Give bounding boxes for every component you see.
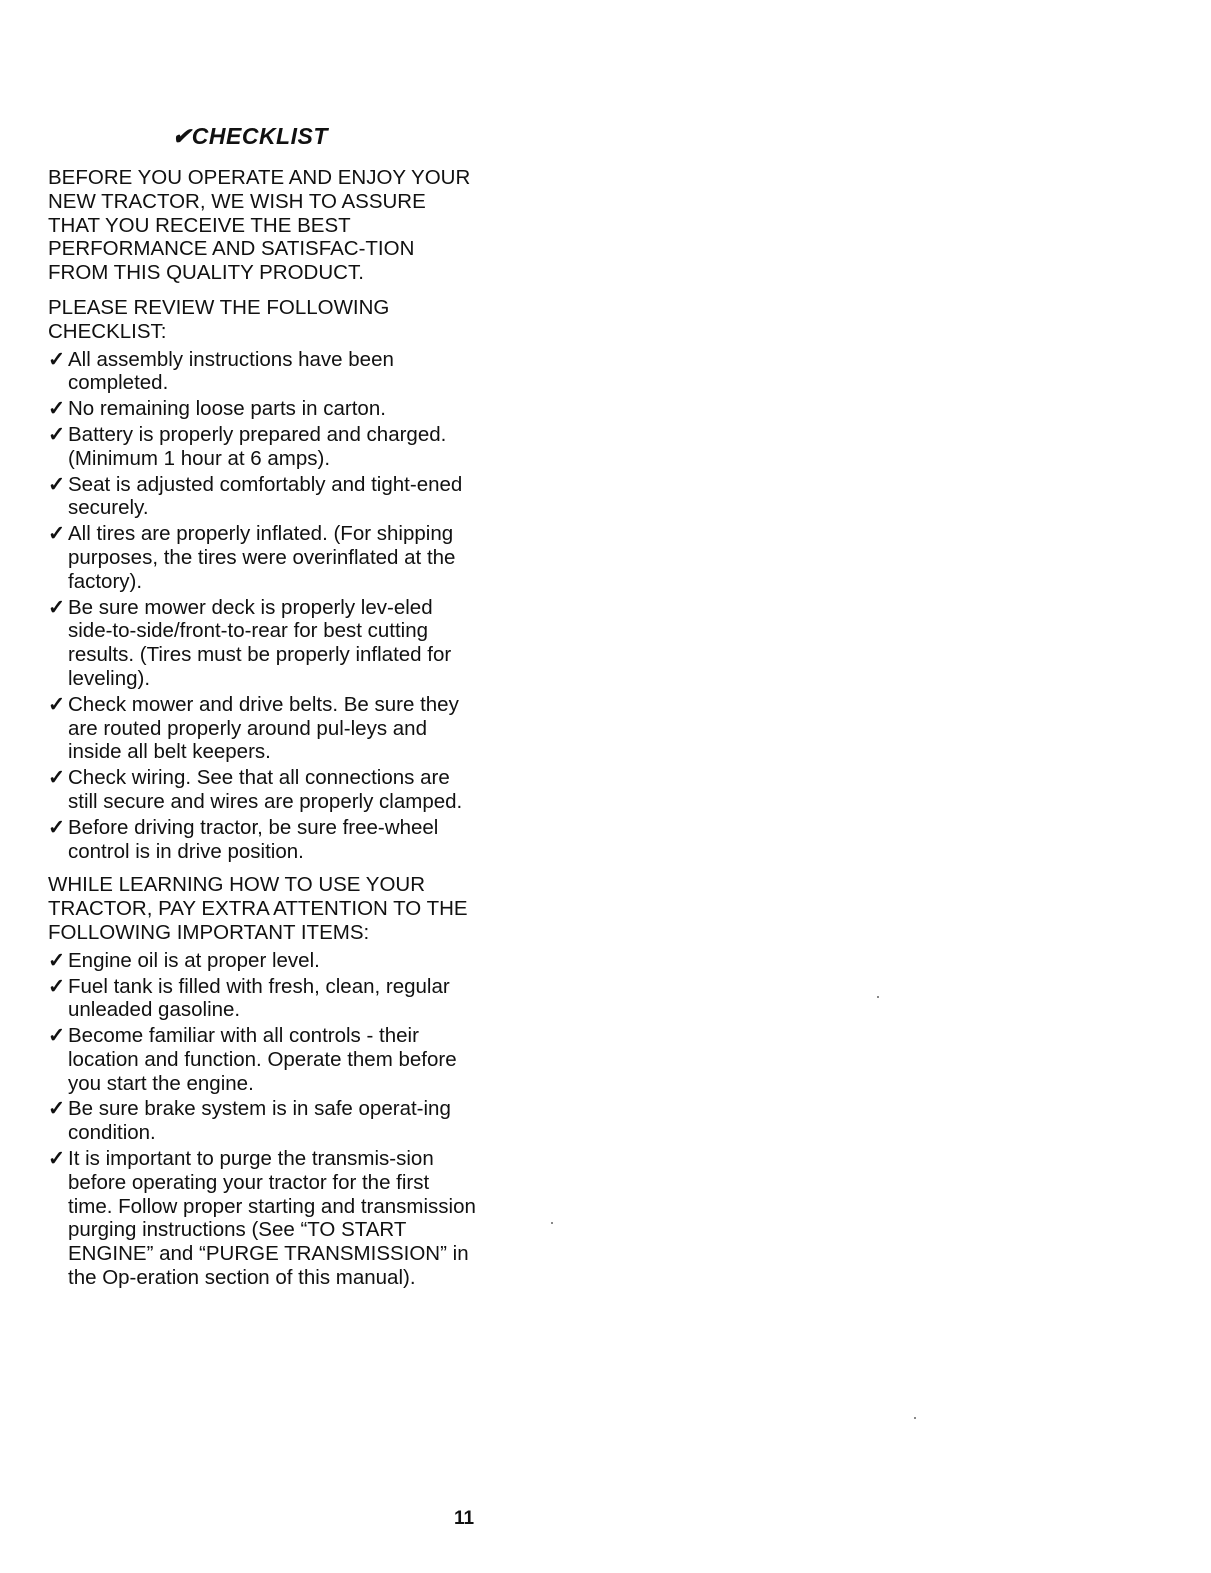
checklist-item-text: All assembly instructions have been completed. xyxy=(68,347,394,395)
checklist-item xyxy=(48,1024,478,1095)
checklist-item xyxy=(48,816,478,864)
check-mark-icon: ✓ xyxy=(48,948,66,972)
check-mark-icon: ✓ xyxy=(48,766,66,790)
check-mark-icon: ✓ xyxy=(48,522,66,546)
checklist-item-text: Battery is properly prepared and charged. (Minimum 1 hour at 6 amps). xyxy=(68,422,447,470)
scan-speck xyxy=(877,996,879,998)
checklist-item-text: Fuel tank is filled with fresh, clean, regular unleaded gasoline. xyxy=(68,974,450,1022)
checklist-item xyxy=(48,1147,478,1290)
checklist-item-text: Check wiring. See that all connections are still secure and wires are properly clamped. xyxy=(68,766,463,813)
checklist-item xyxy=(48,975,478,1023)
checklist-item xyxy=(48,1097,478,1145)
checklist-item-text: Before driving tractor, be sure free-wheel control is in drive position. xyxy=(68,815,439,863)
intro-paragraph: BEFORE YOU OPERATE AND ENJOY YOUR NEW TRACTOR, WE WISH TO ASSURE THAT YOU RECEIVE THE BEST PERFORMANCE AND SATISFAC-TION FROM THIS QUALITY PRODUCT. xyxy=(48,166,471,285)
checklist-item-text: Become familiar with all controls - their location and function. Operate them before you start the engine. xyxy=(68,1024,457,1095)
checklist-item xyxy=(48,397,478,421)
checklist-item xyxy=(48,473,478,521)
checklist-item xyxy=(48,522,478,593)
page-number: 11 xyxy=(454,1508,475,1529)
checklist-item-text: All tires are properly inflated. (For shipping purposes, the tires were overinflated at the factory). xyxy=(68,522,456,593)
checklist-item xyxy=(48,766,478,814)
checklist-item-text: Engine oil is at proper level. xyxy=(68,948,320,972)
checklist-column xyxy=(48,166,478,1300)
check-mark-icon: ✓ xyxy=(48,1147,66,1171)
check-mark-icon: ✓ xyxy=(48,974,66,998)
check-mark-icon: ✓ xyxy=(48,1024,66,1048)
checklist-item xyxy=(48,596,478,691)
check-mark-icon: ✓ xyxy=(48,472,66,496)
checklist-item-text: Check mower and drive belts. Be sure they are routed properly around pul-leys and inside all belt keepers. xyxy=(68,692,459,764)
checklist-item xyxy=(48,348,478,396)
learning-heading: WHILE LEARNING HOW TO USE YOUR TRACTOR, PAY EXTRA ATTENTION TO THE FOLLOWING IMPORTANT ITEMS: xyxy=(48,873,468,944)
checklist-item-text: It is important to purge the transmis-sion before operating your tractor for the first time. Follow proper starting and transmission purging instructions (See “TO START ENGINE” and “PURGE TRANSMISSION” in the Op-eration section of this manual). xyxy=(68,1147,476,1290)
check-mark-icon: ✓ xyxy=(48,347,66,371)
checklist-item xyxy=(48,693,478,764)
checklist-item-text: Be sure brake system is in safe operat-ing condition. xyxy=(68,1097,451,1145)
review-heading: PLEASE REVIEW THE FOLLOWING CHECKLIST: xyxy=(48,295,390,343)
checklist-item-text: Seat is adjusted comfortably and tight-ened securely. xyxy=(68,472,463,520)
check-mark-icon: ✓ xyxy=(48,1097,66,1121)
important-items-list xyxy=(48,949,478,1290)
check-mark-icon: ✓ xyxy=(48,595,66,619)
scan-speck xyxy=(551,1222,553,1224)
checklist-item xyxy=(48,423,478,471)
scan-speck xyxy=(914,1417,916,1419)
check-mark-icon: ✓ xyxy=(48,815,66,839)
check-mark-icon: ✓ xyxy=(48,422,66,446)
checklist-item-text: Be sure mower deck is properly lev-eled side-to-side/front-to-rear for best cutting results. (Tires must be properly inflated for leveling). xyxy=(68,595,452,690)
page-title: ✔CHECKLIST xyxy=(172,123,328,149)
checklist-item-text: No remaining loose parts in carton. xyxy=(68,397,386,421)
check-mark-icon: ✓ xyxy=(48,397,66,421)
check-mark-icon: ✓ xyxy=(48,692,66,716)
assembly-checklist xyxy=(48,348,478,864)
checklist-item xyxy=(48,949,478,973)
